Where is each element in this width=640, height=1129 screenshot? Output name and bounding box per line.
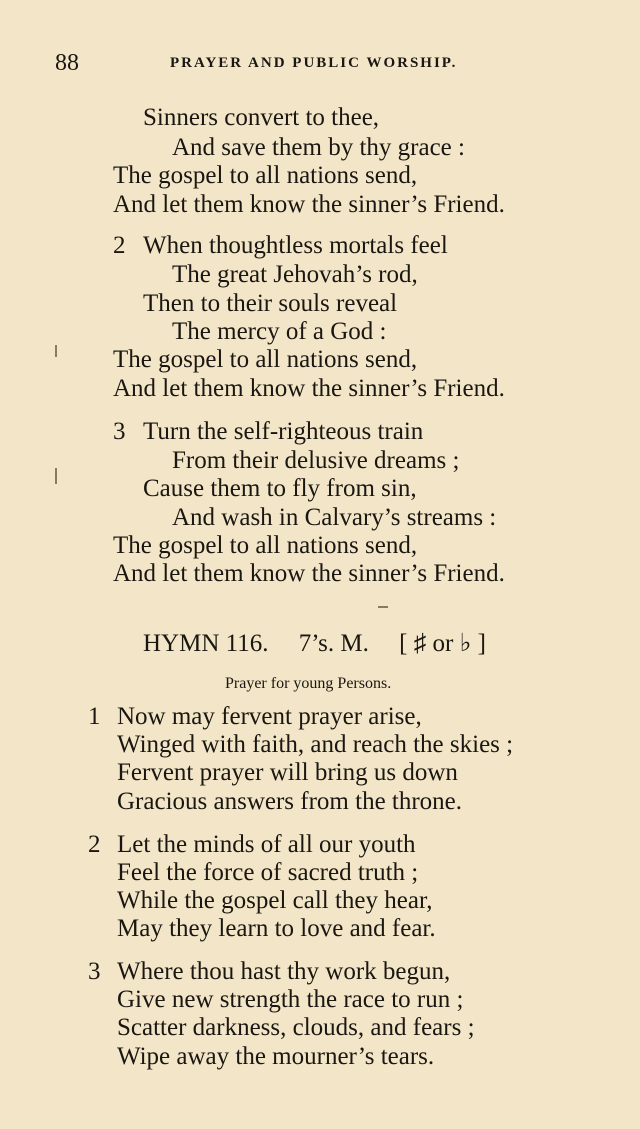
stanza-number: 3	[113, 418, 126, 445]
margin-mark	[55, 345, 57, 357]
separator-dash	[378, 606, 388, 608]
verse-line: Then to their souls reveal	[143, 290, 398, 317]
hymn-meter: 7’s. M.	[298, 630, 369, 657]
verse-line: The gospel to all nations send,	[113, 346, 418, 373]
margin-mark	[55, 468, 57, 484]
verse-line: The gospel to all nations send,	[113, 162, 418, 189]
verse-line: Now may fervent prayer arise,	[117, 703, 422, 730]
verse-line: Fervent prayer will bring us down	[117, 759, 458, 786]
verse-line: Turn the self-righteous train	[143, 418, 424, 445]
verse-line: The great Jehovah’s rod,	[172, 261, 418, 288]
verse-line: May they learn to love and fear.	[117, 915, 436, 942]
stanza-number: 3	[88, 958, 101, 985]
verse-line: The gospel to all nations send,	[113, 532, 418, 559]
verse-line: Sinners convert to thee,	[143, 104, 380, 131]
page-number: 88	[55, 50, 79, 76]
verse-line: Give new strength the race to run ;	[117, 986, 464, 1013]
hymn-title: HYMN 116.	[143, 630, 269, 657]
verse-line: Winged with faith, and reach the skies ;	[117, 731, 514, 758]
verse-line: Wipe away the mourner’s tears.	[117, 1043, 435, 1070]
hymn-key: [ ♯ or ♭ ]	[399, 630, 486, 657]
verse-line: Where thou hast thy work begun,	[117, 958, 451, 985]
verse-line: The mercy of a God :	[172, 318, 387, 345]
verse-line: And let them know the sinner’s Friend.	[113, 560, 505, 587]
verse-line: And let them know the sinner’s Friend.	[113, 375, 505, 402]
verse-line: Cause them to fly from sin,	[143, 475, 417, 502]
verse-line: Let the minds of all our youth	[117, 831, 416, 858]
hymn-subtitle: Prayer for young Persons.	[225, 675, 392, 692]
stanza-number: 2	[88, 831, 101, 858]
verse-line: And save them by thy grace :	[172, 134, 465, 161]
running-head: PRAYER AND PUBLIC WORSHIP.	[170, 55, 458, 71]
verse-line: From their delusive dreams ;	[172, 447, 460, 474]
stanza-number: 1	[88, 703, 101, 730]
verse-line: While the gospel call they hear,	[117, 887, 433, 914]
verse-line: And let them know the sinner’s Friend.	[113, 191, 505, 218]
stanza-number: 2	[113, 232, 126, 259]
verse-line: When thoughtless mortals feel	[143, 232, 448, 259]
verse-line: And wash in Calvary’s streams :	[172, 504, 497, 531]
verse-line: Gracious answers from the throne.	[117, 788, 463, 815]
verse-line: Scatter darkness, clouds, and fears ;	[117, 1014, 475, 1041]
hymn-heading	[143, 628, 510, 658]
verse-line: Feel the force of sacred truth ;	[117, 859, 419, 886]
